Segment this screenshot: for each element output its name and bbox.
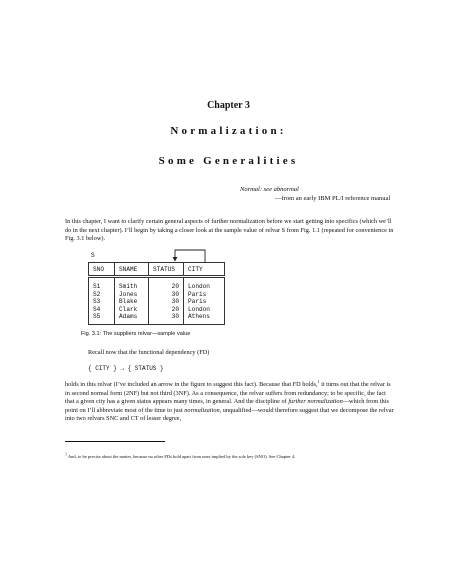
paragraph-text: it turns out that the relvar is in second normal form (2NF) but not third (3NF). As a consequence, the relvar suffers from redundancy; to be specific, the fact that a given city has a given status appears many times, in general. And the discipline of <box>65 381 391 406</box>
figure-caption: Fig. 3.1: The suppliers relvar—sample value <box>81 331 191 337</box>
fd-arrow-icon <box>170 249 210 263</box>
table-header-row <box>89 263 225 277</box>
paragraph-text: , unqualified—would therefore suggest that we decompose the relvar into two relvars SNC and CT of lesser degree, <box>65 406 394 423</box>
cell-sno: S5 <box>89 313 115 324</box>
column-header-sno: SNO <box>89 263 115 277</box>
column-header-sname: SNAME <box>115 263 149 277</box>
table-row <box>89 298 225 306</box>
footnote-divider <box>65 441 165 442</box>
suppliers-relvar-table <box>88 262 225 325</box>
recall-text: Recall now that the functional dependency (FD) <box>88 349 210 356</box>
cell-city: Paris <box>184 291 225 299</box>
cell-sno: S1 <box>89 277 115 291</box>
cell-sname: Smith <box>115 277 149 291</box>
epigraph-attribution: —from an early IBM PL/I reference manual <box>275 195 391 202</box>
cell-status: 30 <box>149 291 184 299</box>
cell-sname: Clark <box>115 306 149 314</box>
cell-status: 30 <box>149 298 184 306</box>
emphasis-term: normalization <box>184 406 220 414</box>
paragraph-text: holds in this relvar (I’ve included an arrow in the figure to suggest this fact). Because that FD holds, <box>65 381 318 388</box>
cell-city: London <box>184 306 225 314</box>
paragraph-fd-discussion <box>65 378 395 424</box>
cell-city: Paris <box>184 298 225 306</box>
table-row <box>89 306 225 314</box>
table-row <box>89 291 225 299</box>
column-header-status: STATUS <box>149 263 184 277</box>
cell-sno: S3 <box>89 298 115 306</box>
functional-dependency: { CITY } → { STATUS } <box>88 365 164 372</box>
cell-city: Athens <box>184 313 225 324</box>
cell-sno: S2 <box>89 291 115 299</box>
chapter-label: Chapter 3 <box>207 100 250 111</box>
paragraph-text: —which from this point on I’ll abbreviate most of the time to just <box>65 398 389 414</box>
cell-city: London <box>184 277 225 291</box>
epigraph-quote: Normal: see abnormal <box>240 186 299 193</box>
chapter-title-line-2: Some Generalities <box>158 155 299 167</box>
cell-sno: S4 <box>89 306 115 314</box>
chapter-title-line-1: Normalization: <box>170 125 287 137</box>
cell-sname: Blake <box>115 298 149 306</box>
table-row <box>89 277 225 291</box>
cell-status: 20 <box>149 277 184 291</box>
paragraph-intro: In this chapter, I want to clarify certain general aspects of further normalization before we start getting into specifics (which we’ll do in the next chapter). I’ll begin by taking a closer look at the sample value of relvar S from Fig. 1.1 (repeated for convenience in Fig. 3.1 below). <box>65 218 394 243</box>
footnote-reference[interactable]: 1 <box>317 378 320 384</box>
emphasis-term: further normalization <box>288 398 343 406</box>
footnote-number: 1 <box>65 451 67 457</box>
footnote-text: And, to be precise about the matter, because no other FDs hold apart from ones implied by the sole key (SNO). See Chapter 4. <box>67 454 296 459</box>
table-row <box>89 313 225 324</box>
cell-status: 20 <box>149 306 184 314</box>
footnote <box>65 451 410 460</box>
cell-sname: Jones <box>115 291 149 299</box>
cell-status: 30 <box>149 313 184 324</box>
relvar-name: S <box>91 252 95 259</box>
cell-sname: Adams <box>115 313 149 324</box>
column-header-city: CITY <box>184 263 225 277</box>
